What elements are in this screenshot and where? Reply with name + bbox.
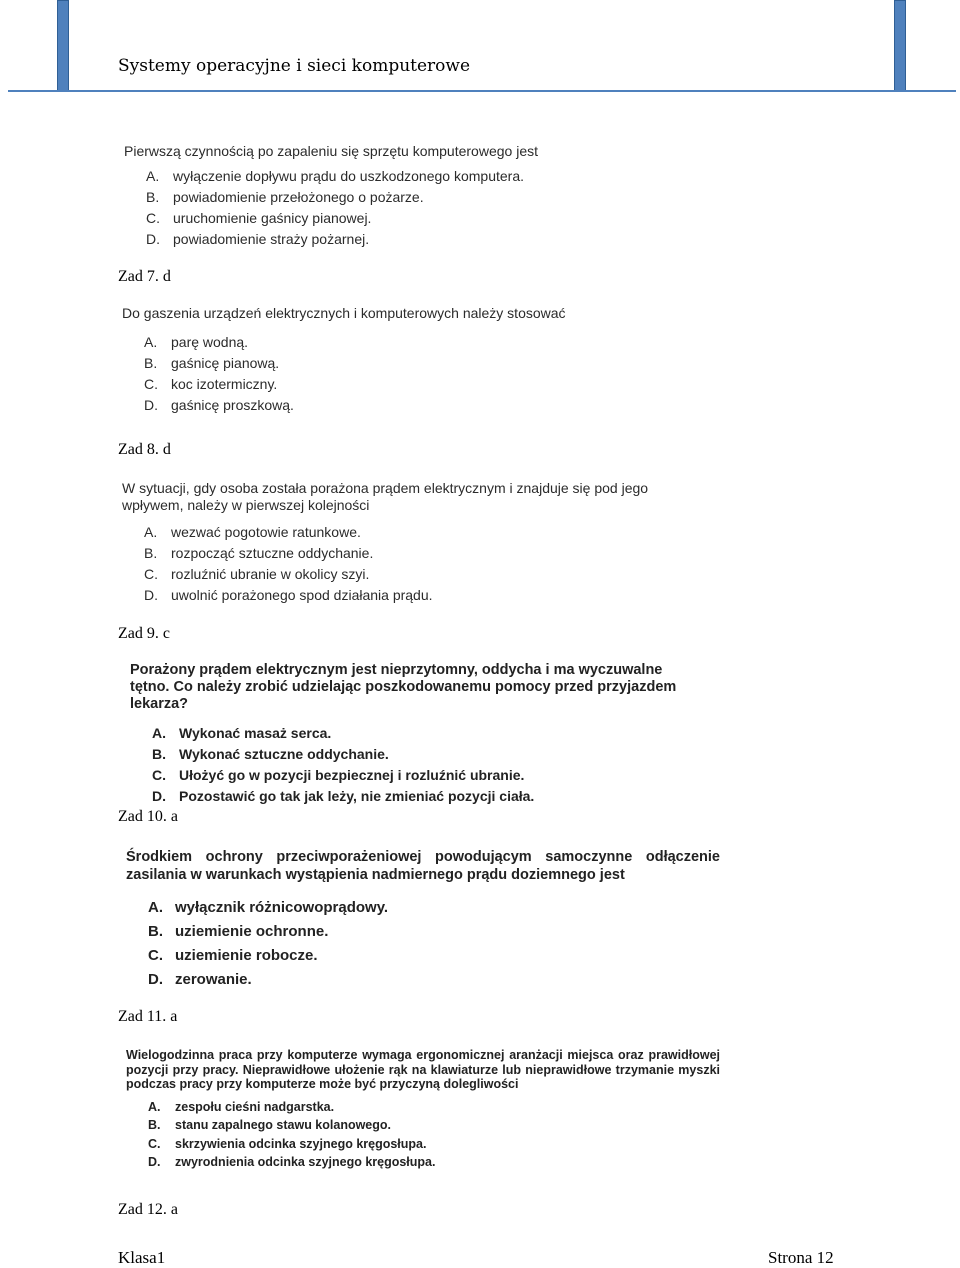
option-letter: B. [144, 545, 158, 561]
option-text: zwyrodnienia odcinka szyjnego kręgosłupa. [175, 1155, 436, 1169]
option-letter: D. [148, 1155, 161, 1169]
option-item [152, 786, 690, 807]
option-text: powiadomienie straży pożarnej. [173, 231, 370, 247]
option-letter: B. [152, 746, 166, 762]
footer-page-number: Strona 12 [768, 1248, 834, 1267]
option-text: Wykonać masaż serca. [179, 725, 332, 741]
option-item [148, 1098, 720, 1117]
header-accent-bar-left [57, 0, 69, 92]
option-list [122, 522, 662, 606]
question-stem: Pierwszą czynnością po zapaleniu się sprzętu komputerowego jest [124, 143, 538, 159]
question-block [126, 848, 720, 992]
option-letter: D. [144, 397, 158, 413]
option-letter: A. [148, 899, 163, 916]
answer-label: Zad 9. c [118, 625, 170, 642]
option-letter: C. [144, 566, 158, 582]
question-block [130, 662, 690, 807]
option-text: uziemienie ochronne. [175, 923, 329, 940]
question-stem: W sytuacji, gdy osoba została porażona prądem elektrycznym i znajduje się pod jego wpływem, należy w pierwszej kolejności [122, 480, 649, 513]
option-item [146, 208, 744, 229]
answer-label: Zad 8. d [118, 441, 171, 458]
option-letter: C. [144, 376, 158, 392]
option-text: koc izotermiczny. [171, 376, 278, 392]
option-item [144, 564, 662, 585]
option-item [144, 374, 742, 395]
option-text: gaśnicę proszkową. [171, 397, 294, 413]
option-text: uruchomienie gaśnicy pianowej. [173, 210, 372, 226]
option-item [144, 353, 742, 374]
option-text: Wykonać sztuczne oddychanie. [179, 746, 389, 762]
option-letter: C. [146, 210, 160, 226]
question-stem: Środkiem ochrony przeciwporażeniowej powodującym samoczynne odłączenie zasilania w warunkach wystąpienia nadmiernego prądu doziemnego jest [126, 849, 720, 883]
header-rule [8, 90, 956, 92]
answer-label: Zad 11. a [118, 1008, 178, 1025]
option-letter: A. [146, 168, 160, 184]
option-text: zespołu cieśni nadgarstka. [175, 1099, 335, 1114]
option-letter: C. [148, 1136, 161, 1151]
option-list [124, 166, 744, 250]
option-item [152, 723, 690, 744]
option-letter: C. [148, 947, 163, 964]
option-text: uwolnić porażonego spod działania prądu. [171, 587, 433, 603]
option-item [152, 765, 690, 786]
option-item [148, 1135, 720, 1154]
question-block [126, 1048, 720, 1172]
option-letter: A. [144, 334, 158, 350]
question-stem: Do gaszenia urządzeń elektrycznych i komputerowych należy stosować [122, 305, 566, 321]
option-letter: D. [148, 971, 163, 988]
option-text: skrzywienia odcinka szyjnego kręgosłupa. [175, 1136, 427, 1151]
option-item [144, 395, 742, 416]
option-list [126, 1098, 720, 1172]
option-item [144, 522, 662, 543]
option-item [148, 944, 720, 968]
option-item [144, 585, 662, 606]
option-item [148, 896, 720, 920]
option-text: wyłącznik różnicowoprądowy. [175, 899, 389, 916]
page-header-title: Systemy operacyjne i sieci komputerowe [118, 56, 471, 76]
question-block [124, 143, 744, 250]
option-letter: B. [144, 355, 158, 371]
option-item [148, 1153, 720, 1172]
option-text: powiadomienie przełożonego o pożarze. [173, 189, 424, 205]
option-item [146, 166, 744, 187]
option-letter: D. [152, 788, 166, 804]
question-block [122, 305, 742, 416]
question-stem: Wielogodzinna praca przy komputerze wymaga ergonomicznej aranżacji miejsca oraz prawidłowej pozycji przy pracy. Nieprawidłowe ułożenie rąk na klawiaturze lub nieprawidłowe trzymanie myszki podczas pracy przy komputerze może być przyczyną dolegliwości [126, 1048, 720, 1091]
option-item [144, 332, 742, 353]
option-list [122, 332, 742, 416]
option-letter: B. [148, 923, 163, 940]
option-text: stanu zapalnego stawu kolanowego. [175, 1118, 392, 1132]
option-item [146, 229, 744, 250]
option-text: rozluźnić ubranie w okolicy szyi. [171, 566, 370, 582]
option-text: Ułożyć go w pozycji bezpiecznej i rozluźnić ubranie. [179, 767, 525, 783]
option-letter: B. [148, 1118, 161, 1132]
option-item [148, 968, 720, 992]
option-letter: D. [144, 587, 158, 603]
option-letter: C. [152, 767, 166, 783]
option-text: uziemienie robocze. [175, 947, 318, 964]
option-text: zerowanie. [175, 971, 252, 988]
option-item [144, 543, 662, 564]
question-stem: Porażony prądem elektrycznym jest nieprzytomny, oddycha i ma wyczuwalne tętno. Co należy zrobić udzielając poszkodowanemu pomocy przed przyjazdem lekarza? [130, 662, 677, 712]
option-item [152, 744, 690, 765]
option-text: parę wodną. [171, 334, 249, 350]
header-accent-bar-right [894, 0, 906, 92]
answer-label: Zad 10. a [118, 808, 178, 825]
option-list [130, 723, 690, 807]
answer-label: Zad 7. d [118, 268, 171, 285]
footer-class-label: Klasa1 [118, 1248, 166, 1267]
option-list [126, 896, 720, 992]
option-letter: D. [146, 231, 160, 247]
option-text: Pozostawić go tak jak leży, nie zmieniać pozycji ciała. [179, 788, 535, 804]
option-item [148, 920, 720, 944]
option-text: rozpocząć sztuczne oddychanie. [171, 545, 374, 561]
option-letter: B. [146, 189, 160, 205]
answer-label: Zad 12. a [118, 1201, 178, 1218]
option-letter: A. [144, 524, 158, 540]
option-item [146, 187, 744, 208]
question-block [122, 480, 662, 606]
option-item [148, 1116, 720, 1135]
option-letter: A. [148, 1099, 161, 1114]
option-text: wyłączenie dopływu prądu do uszkodzonego komputera. [173, 168, 524, 184]
option-text: wezwać pogotowie ratunkowe. [171, 524, 361, 540]
option-text: gaśnicę pianową. [171, 355, 280, 371]
option-letter: A. [152, 725, 166, 741]
